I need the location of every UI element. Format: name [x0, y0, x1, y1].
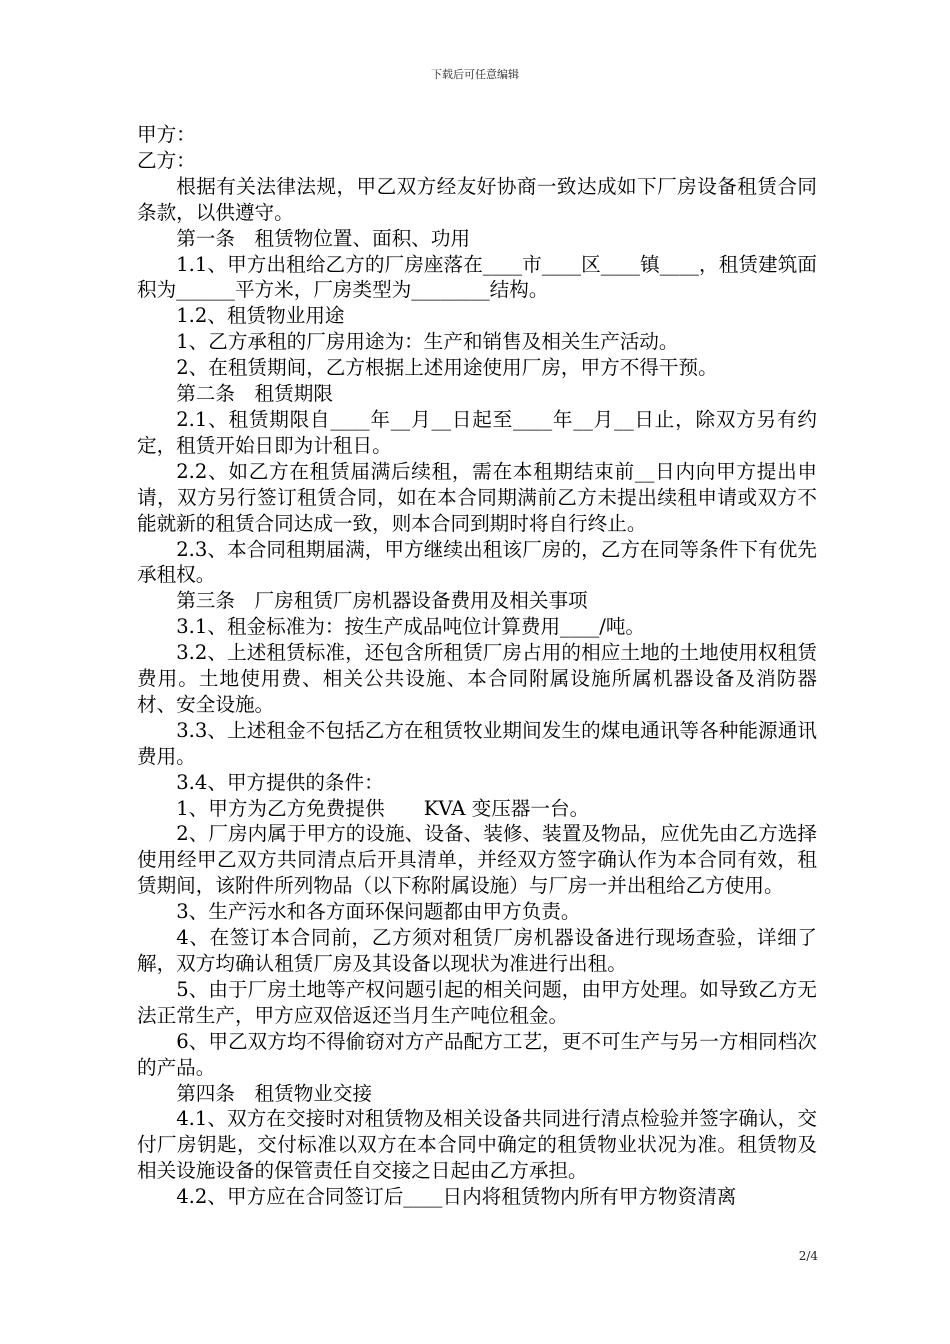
paragraph: 2、厂房内属于甲方的设施、设备、装修、装置及物品，应优先由乙方选择使用经甲乙双方共同清点后开具清单，并经双方签字确认作为本合同有效，租赁期间，该附件所列物品（以下称附属设施）与厂房一并出租给乙方使用。 [137, 822, 817, 898]
paragraph: 2.1、租赁期限自____年__月__日起至____年__月__日止，除双方另有约定，租赁开始日即为计租日。 [137, 407, 817, 457]
paragraph: 4.1、双方在交接时对租赁物及相关设备共同进行清点检验并签字确认，交付厂房钥匙，交付标准以双方在本合同中确定的租赁物业状况为准。租赁物及相关设施设备的保管责任自交接之日起由乙方承担。 [137, 1107, 817, 1183]
paragraph: 3.3、上述租金不包括乙方在租赁牧业期间发生的煤电通讯等各种能源通讯费用。 [137, 718, 817, 768]
paragraph: 甲方： [137, 123, 196, 146]
paragraph: 根据有关法律法规，甲乙双方经友好协商一致达成如下厂房设备租赁合同条款，以供遵守。 [137, 174, 817, 224]
paragraph: 2、在租赁期间，乙方根据上述用途使用厂房，甲方不得干预。 [176, 356, 718, 380]
paragraph: 6、甲乙双方均不得偷窃对方产品配方工艺，更不可生产与另一方相同档次的产品。 [137, 1029, 817, 1079]
document-body [137, 122, 817, 1210]
paragraph: 4、在签订本合同前，乙方须对租赁厂房机器设备进行现场查验，详细了解，双方均确认租赁厂房及其设备以现状为准进行出租。 [137, 926, 817, 975]
paragraph: 1.2、租赁物业用途 [176, 304, 345, 328]
paragraph: 3.1、租金标准为：按生产成品吨位计算费用____/吨。 [176, 615, 646, 639]
paragraph: 1.1、甲方出租给乙方的厂房座落在____市____区____镇____，租赁建筑面积为______平方米，厂房类型为________结构。 [137, 252, 817, 302]
paragraph: 2.3、本合同租期届满，甲方继续出租该厂房的，乙方在同等条件下有优先承租权。 [137, 537, 817, 587]
paragraph: 5、由于厂房土地等产权问题引起的相关问题，由甲方处理。如导致乙方无法正常生产，甲方应双倍返还当月生产吨位租金。 [137, 977, 817, 1027]
paragraph: 乙方： [137, 148, 196, 172]
page-header: 下载后可任意编辑 [431, 68, 519, 81]
paragraph: 3、生产污水和各方面环保问题都由甲方负责。 [176, 900, 581, 924]
paragraph: 第三条 厂房租赁厂房机器设备费用及相关事项 [176, 589, 588, 613]
paragraph: 第二条 租赁期限 [176, 382, 333, 406]
paragraph: 1、乙方承租的厂房用途为：生产和销售及相关生产活动。 [176, 330, 679, 354]
paragraph: 第四条 租赁物业交接 [176, 1081, 373, 1105]
paragraph: 4.2、甲方应在合同签订后____日内将租赁物内所有甲方物资清离 [176, 1185, 737, 1209]
paragraph: 3.2、上述租赁标准，还包含所租赁厂房占用的相应土地的土地使用权租赁费用。土地使用费、相关公共设施、本合同附属设施所属机器设备及消防器材、安全设施。 [137, 641, 817, 716]
paragraph: 3.4、甲方提供的条件： [176, 770, 384, 794]
paragraph: 2.2、如乙方在租赁届满后续租，需在本租期结束前__日内向甲方提出申请，双方另行签订租赁合同，如在本合同期满前乙方未提出续租申请或双方不能就新的租赁合同达成一致，则本合同到期时将自行终止。 [137, 459, 817, 535]
paragraph: 第一条 租赁物位置、面积、功用 [176, 226, 471, 250]
page-number: 2/4 [798, 1249, 818, 1263]
paragraph: 1、甲方为乙方免费提供 KVA 变压器一台。 [176, 796, 590, 820]
